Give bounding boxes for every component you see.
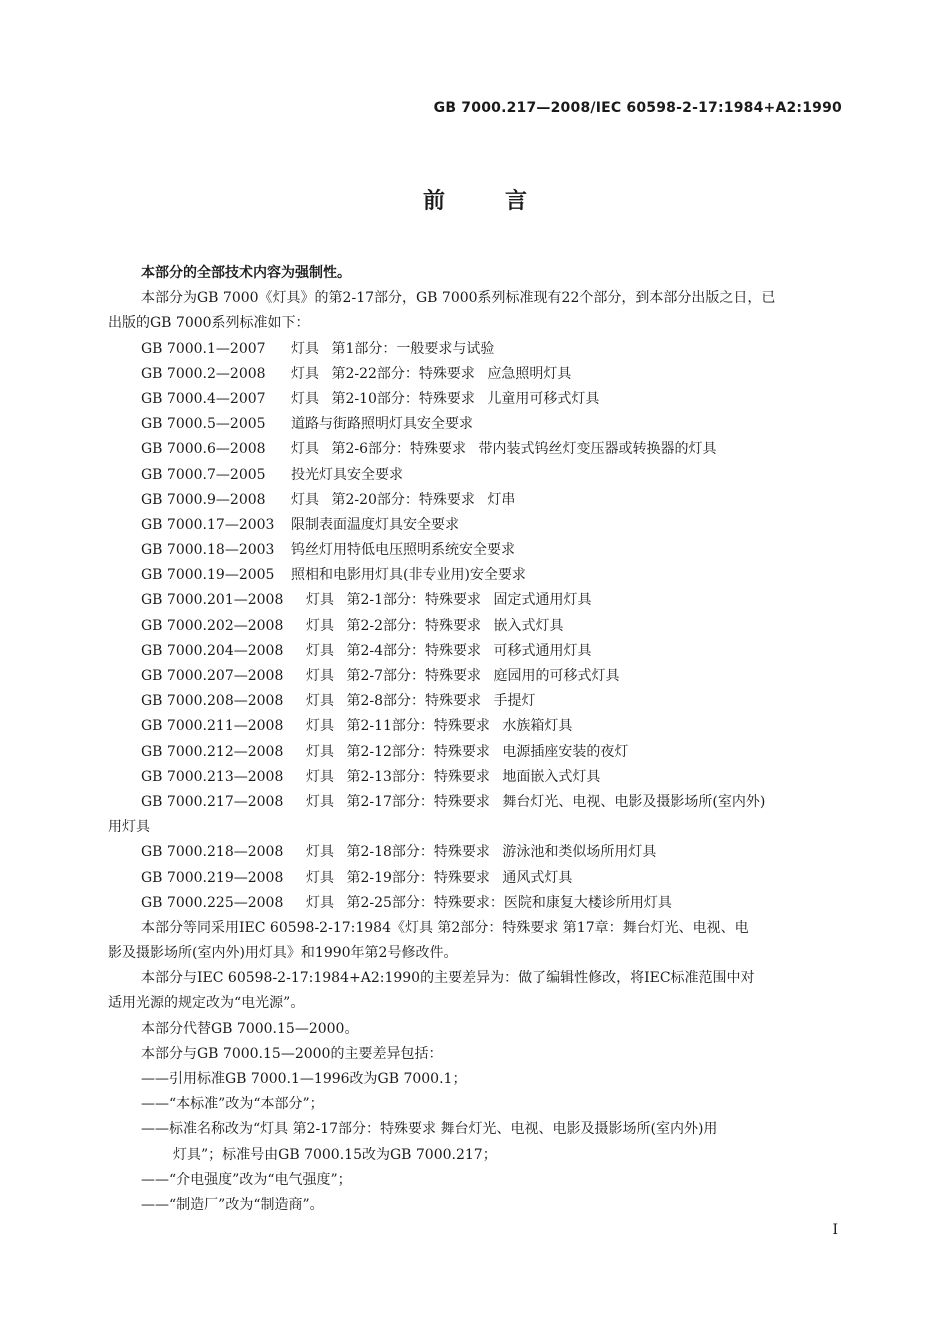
standard-code: GB 7000.5—2005 xyxy=(141,416,266,433)
standard-item xyxy=(108,538,844,563)
standard-item xyxy=(108,513,844,538)
equivalence-line-1: 本部分等同采用IEC 60598-2-17:1984《灯具 第2部分：特殊要求 第17章：舞台灯光、电视、电 xyxy=(141,919,749,936)
standard-code: GB 7000.213—2008 xyxy=(141,768,284,785)
standard-name: 灯具 第2-18部分：特殊要求 游泳池和类似场所用灯具 xyxy=(306,844,657,861)
standard-name: 灯具 第2-19部分：特殊要求 通风式灯具 xyxy=(306,869,573,886)
standard-code: GB 7000.211—2008 xyxy=(141,718,284,735)
standard-name-continuation: 用灯具 xyxy=(108,819,150,836)
standard-item xyxy=(108,740,844,765)
standard-item xyxy=(108,337,844,362)
document-body xyxy=(108,261,844,1218)
standard-name: 灯具 第2-8部分：特殊要求 手提灯 xyxy=(306,693,536,710)
standard-item xyxy=(108,664,844,689)
standard-name: 灯具 第2-2部分：特殊要求 嵌入式灯具 xyxy=(306,617,564,634)
standard-name: 灯具 第2-25部分：特殊要求：医院和康复大楼诊所用灯具 xyxy=(306,894,672,911)
standard-name: 灯具 第2-10部分：特殊要求 儿童用可移式灯具 xyxy=(291,390,600,407)
title-char-2: 言 xyxy=(505,189,528,214)
title-char-1: 前 xyxy=(422,189,445,214)
standard-name: 灯具 第2-7部分：特殊要求 庭园用的可移式灯具 xyxy=(306,668,620,684)
standard-item xyxy=(108,790,844,815)
standard-code: GB 7000.19—2005 xyxy=(141,567,275,584)
standard-item xyxy=(108,765,844,790)
standard-item xyxy=(108,387,844,412)
change-item: ——“介电强度”改为“电气强度”； xyxy=(141,1171,352,1188)
standard-name: 灯具 第2-13部分：特殊要求 地面嵌入式灯具 xyxy=(306,768,601,785)
standard-item xyxy=(108,488,844,513)
standard-code: GB 7000.1—2007 xyxy=(141,340,266,357)
standard-item xyxy=(108,563,844,588)
standard-item xyxy=(108,463,844,488)
standard-code: GB 7000.6—2008 xyxy=(141,441,266,458)
standard-name: 灯具 第2-17部分：特殊要求 舞台灯光、电视、电影及摄影场所(室内外) xyxy=(306,793,766,810)
change-item-continuation: 灯具”；标准号由GB 7000.15改为GB 7000.217； xyxy=(173,1146,497,1163)
standard-code: GB 7000.219—2008 xyxy=(141,869,284,886)
page-number: I xyxy=(832,1222,838,1238)
standard-item xyxy=(108,639,844,664)
mandatory-statement: 本部分的全部技术内容为强制性。 xyxy=(141,265,351,281)
standard-item xyxy=(108,866,844,891)
standard-code: GB 7000.225—2008 xyxy=(141,894,284,911)
standard-code: GB 7000.18—2003 xyxy=(141,542,275,559)
standard-code: GB 7000.212—2008 xyxy=(141,743,284,760)
standard-code: GB 7000.204—2008 xyxy=(141,642,284,659)
standard-name: 投光灯具安全要求 xyxy=(291,466,403,483)
standard-name: 灯具 第2-1部分：特殊要求 固定式通用灯具 xyxy=(306,592,592,609)
standard-code: GB 7000.201—2008 xyxy=(141,592,284,609)
standard-code: GB 7000.2—2008 xyxy=(141,365,266,382)
standard-item xyxy=(108,689,844,714)
change-item: ——“制造厂”改为“制造商”。 xyxy=(141,1196,324,1213)
standard-name: 灯具 第2-20部分：特殊要求 灯串 xyxy=(291,491,516,508)
difference-line-1: 本部分与IEC 60598-2-17:1984+A2:1990的主要差异为：做了编辑性修改，将IEC标准范围中对 xyxy=(141,970,755,987)
difference-line-2: 适用光源的规定改为“电光源”。 xyxy=(108,995,305,1012)
standard-code: GB 7000.217—2008 xyxy=(141,793,284,810)
changes-list xyxy=(108,1067,844,1218)
standard-code: GB 7000.207—2008 xyxy=(141,668,284,684)
standard-code: GB 7000.218—2008 xyxy=(141,844,284,861)
standard-name: 灯具 第2-6部分：特殊要求 带内装式钨丝灯变压器或转换器的灯具 xyxy=(291,441,717,458)
changes-intro: 本部分与GB 7000.15—2000的主要差异包括： xyxy=(141,1045,443,1062)
standard-name: 道路与街路照明灯具安全要求 xyxy=(291,416,473,433)
equivalence-line-2: 影及摄影场所(室内外)用灯具》和1990年第2号修改件。 xyxy=(108,945,458,962)
standard-name: 灯具 第2-12部分：特殊要求 电源插座安装的夜灯 xyxy=(306,743,629,760)
page-title xyxy=(0,184,950,215)
standard-code: GB 7000.208—2008 xyxy=(141,693,284,710)
standard-item xyxy=(108,412,844,437)
standard-code: GB 7000.202—2008 xyxy=(141,617,284,634)
standard-name: 限制表面温度灯具安全要求 xyxy=(291,516,459,533)
change-item: ——引用标准GB 7000.1—1996改为GB 7000.1； xyxy=(141,1071,467,1087)
change-item: ——“本标准”改为“本部分”； xyxy=(141,1096,324,1113)
standard-item xyxy=(108,840,844,865)
standard-item xyxy=(108,614,844,639)
series-intro-line-2: 出版的GB 7000系列标准如下： xyxy=(108,315,310,332)
series-intro-line-1: 本部分为GB 7000《灯具》的第2-17部分，GB 7000系列标准现有22个部分，到本部分出版之日，已 xyxy=(141,290,776,307)
standard-name: 灯具 第2-4部分：特殊要求 可移式通用灯具 xyxy=(306,642,592,659)
replaces-statement: 本部分代替GB 7000.15—2000。 xyxy=(141,1020,359,1037)
standard-name: 灯具 第2-11部分：特殊要求 水族箱灯具 xyxy=(306,718,573,735)
standard-item xyxy=(108,714,844,739)
standard-code-header: GB 7000.217—2008/IEC 60598-2-17:1984+A2:1990 xyxy=(433,100,842,116)
standard-code: GB 7000.7—2005 xyxy=(141,466,266,483)
standard-item xyxy=(108,891,844,916)
standard-name: 照相和电影用灯具(非专业用)安全要求 xyxy=(291,567,526,584)
standard-code: GB 7000.17—2003 xyxy=(141,516,275,533)
standard-code: GB 7000.4—2007 xyxy=(141,390,266,407)
standards-list xyxy=(108,337,844,916)
standard-code: GB 7000.9—2008 xyxy=(141,491,266,508)
standard-name: 钨丝灯用特低电压照明系统安全要求 xyxy=(291,542,515,559)
standard-name: 灯具 第1部分：一般要求与试验 xyxy=(291,340,495,357)
standard-item xyxy=(108,437,844,462)
standard-item xyxy=(108,588,844,613)
change-item: ——标准名称改为“灯具 第2-17部分：特殊要求 舞台灯光、电视、电影及摄影场所(室内外)用 xyxy=(141,1121,718,1138)
standard-item xyxy=(108,362,844,387)
standard-name: 灯具 第2-22部分：特殊要求 应急照明灯具 xyxy=(291,365,572,382)
